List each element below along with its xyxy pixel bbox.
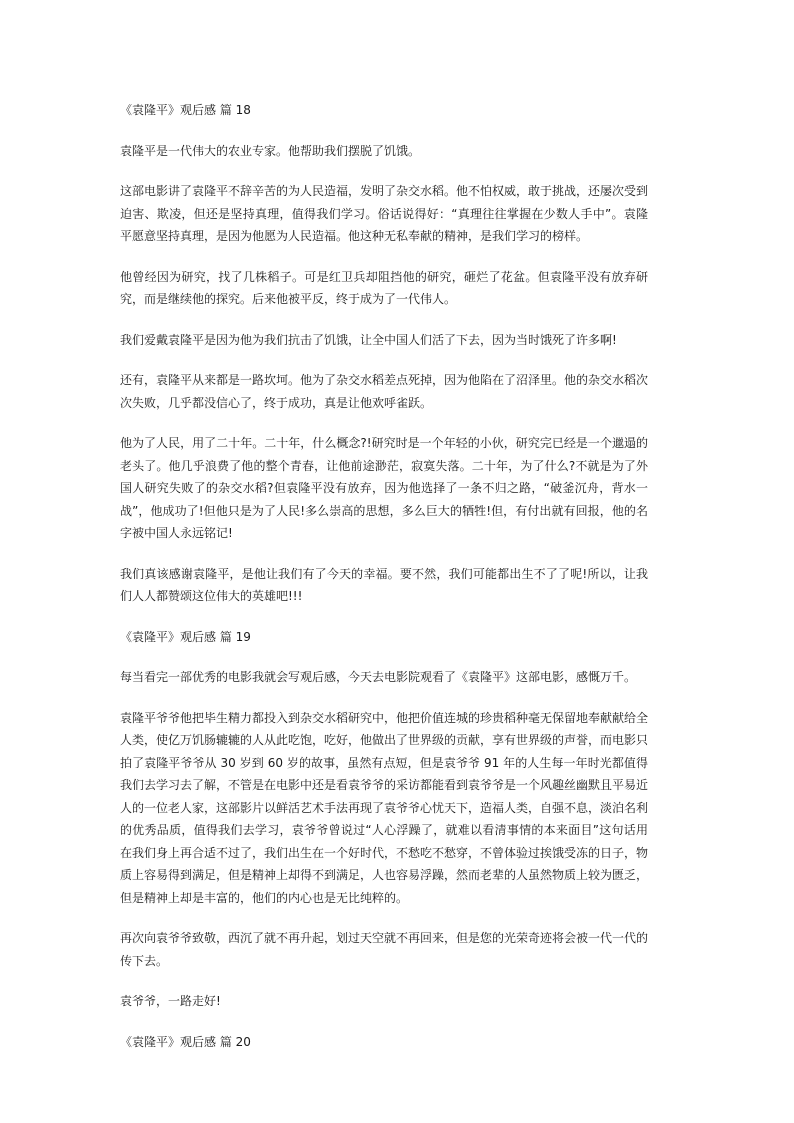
paragraph: 这部电影讲了袁隆平不辞辛苦的为人民造福，发明了杂交水稻。他不怕权威，敢于挑战，还屡次受到迫害、欺凌，但还是坚持真理，值得我们学习。俗话说得好：“真理往往掌握在少数人手中”。袁隆平愿意坚持真理，是因为他愿为人民造福。他这种无私奉献的精神，是我们学习的榜样。 (120, 184, 649, 243)
paragraph: 每当看完一部优秀的电影我就会写观后感，今天去电影院观看了《袁隆平》这部电影，感慨万千。 (120, 670, 637, 684)
paragraph: 我们爱戴袁隆平是因为他为我们抗击了饥饿，让全中国人们活了下去，因为当时饿死了许多啊! (120, 332, 617, 347)
section-heading: 《袁隆平》观后感 篇 19 (120, 629, 251, 644)
paragraph: 再次向袁爷爷致敬，西沉了就不再升起，划过天空就不再回来，但是您的光荣奇迹将会被一代一代的传下去。 (120, 931, 649, 968)
paragraph: 还有，袁隆平从来都是一路坎坷。他为了杂交水稻差点死掉，因为他陷在了沼泽里。他的杂交水稻次次失败，几乎都没信心了，终于成功，真是让他欢呼雀跃。 (120, 373, 649, 410)
paragraph: 他为了人民，用了二十年。二十年，什么概念?!研究时是一个年轻的小伙，研究完已经是一个邋遢的老头了。他几乎浪费了他的整个青春，让他前途渺茫，寂寞失落。二十年，为了什么?不就是为了外国人研究失败了的杂交水稻?但袁隆平没有放弃，因为他选择了一条不归之路，“破釜沉舟，背水一战”，他成功了!但他只是为了人民!多么崇高的思想，多么巨大的牺牲!但，有付出就有回报，他的名字被中国人永远铭记! (120, 436, 648, 540)
document-page (120, 99, 648, 1071)
paragraph: 袁爷爷，一路走好! (120, 994, 221, 1008)
paragraph: 袁隆平爷爷他把毕生精力都投入到杂交水稻研究中，他把价值连城的珍贵稻种毫无保留地奉献献给全人类，使亿万饥肠辘辘的人从此吃饱，吃好，他做出了世界级的贡献，享有世界级的声誉，而电影只拍了袁隆平爷爷从 30 岁到 60 岁的故事，虽然有点短，但是袁爷爷 91 年的人生每一年时光都值得我们去学习去了解，不管是在电影中还是看袁爷爷的采访都能看到袁爷爷是一个风趣丝幽默且平易近人的一位老人家，这部影片以鲜活艺术手法再现了袁爷爷心忧天下，造福人类，自强不息，淡泊名利的优秀品质，值得我们去学习，袁爷爷曾说过“人心浮躁了，就难以看清事情的本来面目”这句话用在我们身上再合适不过了，我们出生在一个好时代，不愁吃不愁穿，不曾体验过挨饿受冻的日子，物质上容易得到满足，但是精神上却得不到满足，人也容易浮躁，然而老辈的人虽然物质上较为匮乏，但是精神上却是丰富的，他们的内心也是无比纯粹的。 (120, 710, 649, 905)
paragraph: 我们真该感谢袁隆平，是他让我们有了今天的幸福。要不然，我们可能都出生不了了呢!所以，让我们人人都赞颂这位伟大的英雄吧!!! (120, 566, 648, 603)
section-heading: 《袁隆平》观后感 篇 20 (120, 1034, 251, 1049)
paragraph: 袁隆平是一代伟大的农业专家。他帮助我们摆脱了饥饿。 (120, 143, 421, 158)
section-heading: 《袁隆平》观后感 篇 18 (120, 103, 251, 117)
paragraph: 他曾经因为研究，找了几株稻子。可是红卫兵却阻挡他的研究，砸烂了花盆。但袁隆平没有放弃研究，而是继续他的探究。后来他被平反，终于成为了一代伟人。 (120, 269, 648, 306)
